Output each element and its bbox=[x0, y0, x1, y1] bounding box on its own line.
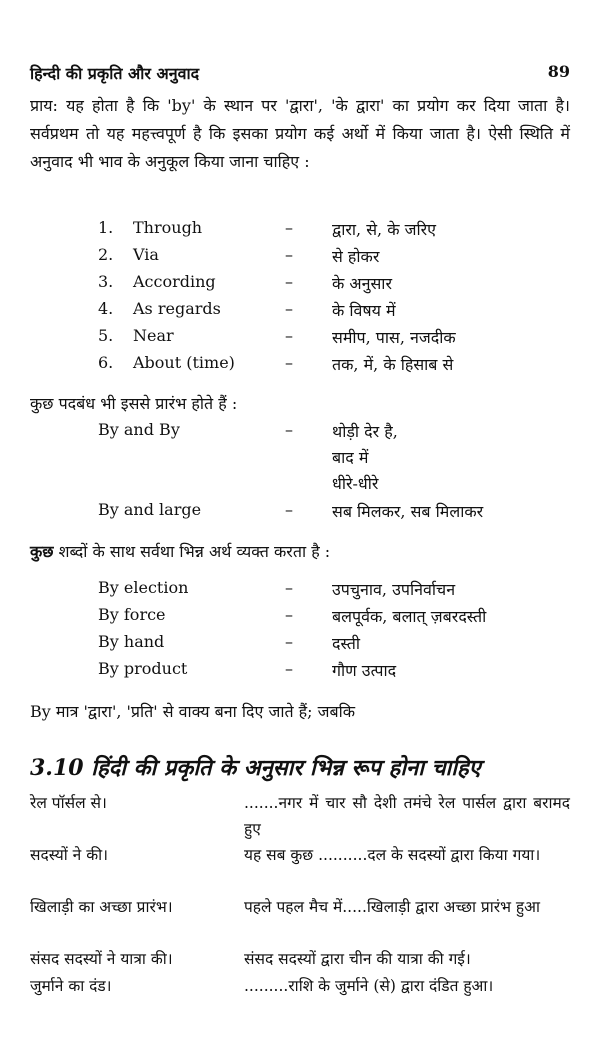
dash: – bbox=[285, 578, 293, 597]
list-number: 1. bbox=[98, 218, 114, 237]
example-left: संसद सदस्यों ने यात्रा की। bbox=[30, 950, 173, 968]
by-line: By मात्र 'द्वारा', 'प्रति' से वाक्य बना दिए जाते हैं; जबकि bbox=[30, 702, 356, 721]
english-term: According bbox=[133, 272, 216, 291]
dash: – bbox=[285, 272, 293, 291]
dash: – bbox=[285, 353, 293, 372]
phrase-item bbox=[0, 420, 600, 446]
list-number: 4. bbox=[98, 299, 114, 318]
example-left: खिलाड़ी का अच्छा प्रारंभ। bbox=[30, 898, 173, 916]
intro-paragraph: प्राय: यह होता है कि 'by' के स्थान पर 'द्वारा', 'के द्वारा' का प्रयोग कर दिया जाता है। सर्वप्रथम तो यह महत्त्वपूर्ण है कि इसका प्रयोग कई अर्थो में किया जाता है। ऐसी स्थिति में अनुवाद भी भाव के अनुकूल किया जाना चाहिए : bbox=[30, 96, 570, 171]
word-item bbox=[0, 632, 600, 658]
dash: – bbox=[285, 299, 293, 318]
english-term: By product bbox=[98, 659, 188, 678]
hindi-meaning: समीप, पास, नजदीक bbox=[332, 328, 456, 347]
page-number: 89 bbox=[547, 62, 570, 81]
word-item bbox=[0, 578, 600, 604]
list-item bbox=[0, 353, 600, 379]
english-phrase: By and By bbox=[98, 420, 180, 439]
dash: – bbox=[285, 326, 293, 345]
example-left: रेल पॉर्सल से। bbox=[30, 794, 107, 812]
running-header-title: हिन्दी की प्रकृति और अनुवाद bbox=[30, 64, 200, 83]
dash: – bbox=[285, 500, 293, 519]
dash: – bbox=[285, 632, 293, 651]
word-item bbox=[0, 659, 600, 685]
list-number: 5. bbox=[98, 326, 114, 345]
example-right: संसद सदस्यों द्वारा चीन की यात्रा की गई। bbox=[244, 950, 471, 968]
list-item bbox=[0, 326, 600, 352]
hindi-meaning: दस्ती bbox=[332, 634, 360, 653]
hindi-meaning: उपचुनाव, उपनिर्वाचन bbox=[332, 580, 456, 599]
dash: – bbox=[285, 420, 293, 439]
example-right: .........राशि के जुर्माने (से) द्वारा दंडित हुआ। bbox=[244, 977, 494, 995]
phrase-intro: कुछ पदबंध भी इससे प्रारंभ होते हैं : bbox=[30, 394, 238, 413]
hindi-meaning: सब मिलकर, सब मिलाकर bbox=[332, 502, 484, 521]
list-item bbox=[0, 245, 600, 271]
phrase-item-continuation bbox=[0, 446, 600, 472]
english-term: By election bbox=[98, 578, 189, 597]
example-left: जुर्माने का दंड। bbox=[30, 977, 112, 995]
list-number: 3. bbox=[98, 272, 114, 291]
english-term: As regards bbox=[133, 299, 221, 318]
phrase-item-continuation bbox=[0, 472, 600, 498]
words-intro-rest: शब्दों के साथ सर्वथा भिन्न अर्थ व्यक्त करता है : bbox=[53, 542, 331, 561]
words-intro-bold: कुछ bbox=[30, 542, 54, 561]
list-item bbox=[0, 272, 600, 298]
hindi-meaning: धीरे-धीरे bbox=[332, 474, 379, 493]
english-term: About (time) bbox=[133, 353, 235, 372]
phrase-item bbox=[0, 500, 600, 526]
list-number: 2. bbox=[98, 245, 114, 264]
hindi-meaning: के अनुसार bbox=[332, 274, 392, 293]
hindi-meaning: बाद में bbox=[332, 448, 369, 467]
words-intro bbox=[30, 540, 330, 562]
section-heading: 3.10 हिंदी की प्रकृति के अनुसार भिन्न रूप होना चाहिए bbox=[30, 755, 481, 781]
dash: – bbox=[285, 659, 293, 678]
english-term: By force bbox=[98, 605, 166, 624]
english-term: Via bbox=[133, 245, 159, 264]
hindi-meaning: बलपूर्वक, बलात् ज़बरदस्ती bbox=[332, 607, 487, 626]
english-term: By hand bbox=[98, 632, 165, 651]
example-right: यह सब कुछ ..........दल के सदस्यों द्वारा किया गया। bbox=[244, 846, 541, 864]
example-right: .......नगर में चार सौ देशी तमंचे रेल पार्सल द्वारा बरामद हुए bbox=[244, 794, 570, 838]
hindi-meaning: थोड़ी देर है, bbox=[332, 422, 398, 441]
word-item bbox=[0, 605, 600, 631]
english-term: Through bbox=[133, 218, 203, 237]
hindi-meaning: गौण उत्पाद bbox=[332, 661, 397, 680]
dash: – bbox=[285, 218, 293, 237]
list-item bbox=[0, 218, 600, 244]
hindi-meaning: तक, में, के हिसाब से bbox=[332, 355, 454, 374]
list-item bbox=[0, 299, 600, 325]
dash: – bbox=[285, 605, 293, 624]
list-number: 6. bbox=[98, 353, 114, 372]
english-term: Near bbox=[133, 326, 174, 345]
example-left: सदस्यों ने की। bbox=[30, 846, 108, 864]
example-right: पहले पहल मैच में.....खिलाड़ी द्वारा अच्छा प्रारंभ हुआ bbox=[244, 898, 540, 916]
hindi-meaning: के विषय में bbox=[332, 301, 396, 320]
english-phrase: By and large bbox=[98, 500, 202, 519]
hindi-meaning: द्वारा, से, के जरिए bbox=[332, 220, 436, 239]
hindi-meaning: से होकर bbox=[332, 247, 380, 266]
dash: – bbox=[285, 245, 293, 264]
